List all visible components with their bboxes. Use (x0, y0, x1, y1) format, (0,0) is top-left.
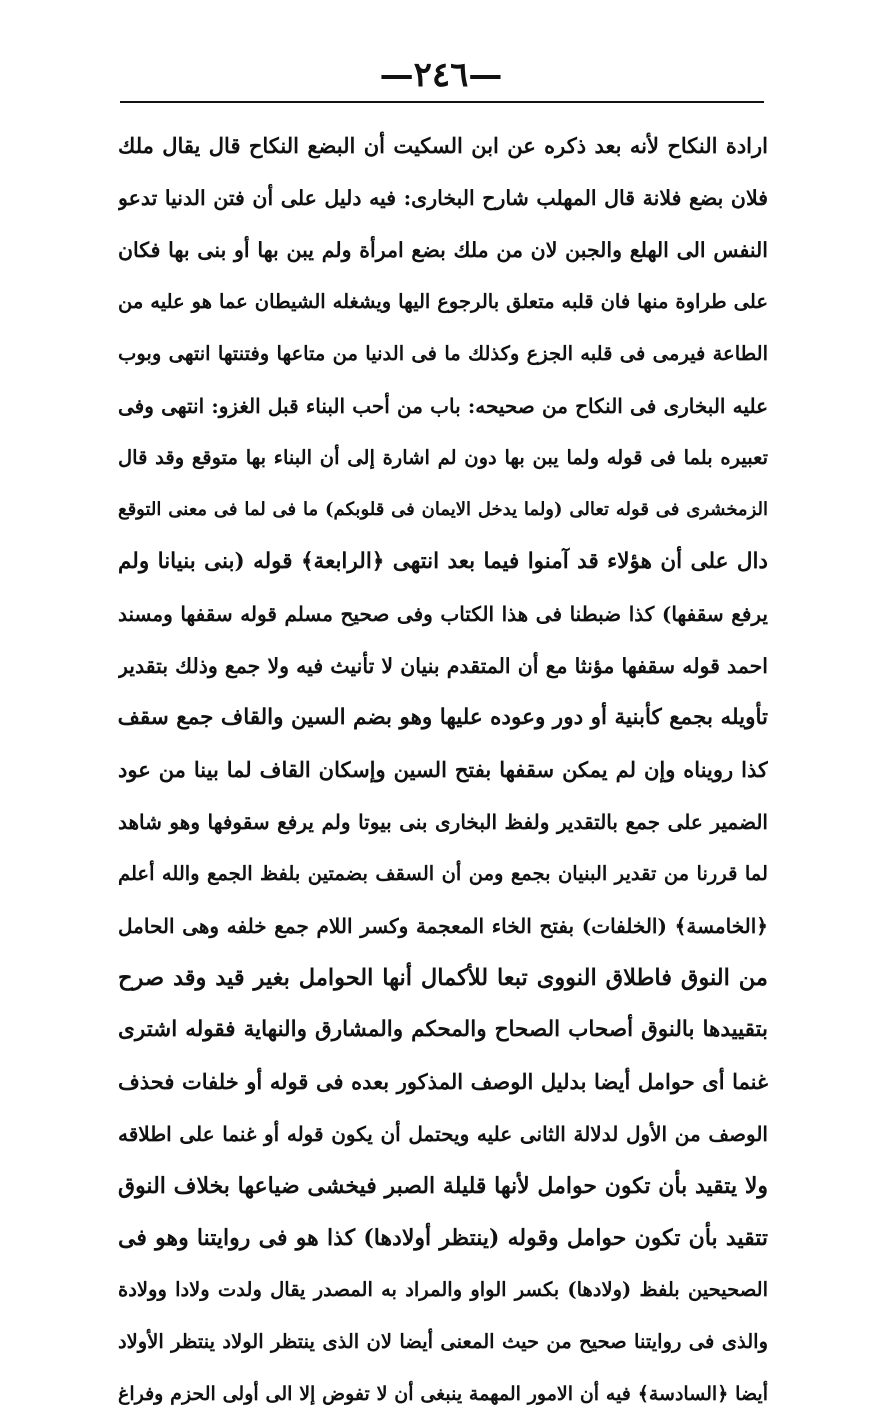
text-line: من النوق فاطلاق النووى تبعا للأكمال أنها الحوامل بغير قيد وقد صرح (118, 965, 768, 991)
text-line: ﴿الخامسة﴾ (الخلفات) بفتح الخاء المعجمة وكسر اللام جمع خلفه وهى الحامل (118, 914, 768, 938)
text-line: عليه البخارى فى النكاح من صحيحه: باب من أحب البناء قبل الغزو: انتهى وفى (118, 394, 768, 418)
text-line: تتقيد بأن تكون حوامل وقوله (ينتظر أولادها) كذا هو فى روايتنا وهو فى (118, 1225, 768, 1251)
text-line: فلان بضع فلانة قال المهلب شارح البخارى: فيه دليل على أن فتن الدنيا تدعو (118, 186, 768, 210)
text-line: والذى فى روايتنا صحيح من حيث المعنى أيضا لان الذى ينتظر الولاد ينتظر الأولاد (118, 1330, 768, 1353)
page-number: —٢٤٦— (379, 55, 503, 95)
text-line: الزمخشرى فى قوله تعالى (ولما يدخل الايمان فى قلوبكم) ما فى لما فى معنى التوقع (118, 499, 768, 520)
text-line: غنما أى حوامل أيضا بدليل الوصف المذكور بعده فى قوله أو خلفات فحذف (118, 1069, 768, 1094)
text-line: النفس الى الهلع والجبن لان من ملك بضع امرأة ولم يبن بها أو بنى بها فكان (118, 238, 768, 262)
text-line: تأويله بجمع كأبنية أو دور وعوده عليها وهو بضم السين والقاف جمع سقف (118, 705, 768, 730)
text-line: بتقييدها بالنوق أصحاب الصحاح والمحكم والمشارق والنهاية فقوله اشترى (118, 1017, 768, 1042)
text-line: يرفع سقفها) كذا ضبطنا فى هذا الكتاب وفى صحيح مسلم قوله سقفها ومسند (118, 602, 768, 626)
text-line: أيضا ﴿السادسة﴾ فيه أن الامور المهمة ينبغى أن لا تفوض إلا الى أولى الحزم وفراغ (118, 1383, 768, 1405)
text-line: ارادة النكاح لأنه بعد ذكره عن ابن السكيت أن البضع النكاح قال يقال ملك (118, 133, 768, 158)
text-line: الصحيحين بلفظ (ولادها) بكسر الواو والمراد به المصدر يقال ولدت ولادا وولادة (118, 1278, 768, 1301)
text-line: ولا يتقيد بأن تكون حوامل لأنها قليلة الصبر فيخشى ضياعها بخلاف النوق (118, 1173, 768, 1199)
text-line: الوصف من الأول لدلالة الثانى عليه ويحتمل أن يكون قوله أو غنما على اطلاقه (118, 1122, 768, 1146)
header-rule (120, 101, 764, 103)
text-line: الضمير على جمع بالتقدير ولفظ البخارى بنى بيوتا ولم يرفع سقوفها وهو شاهد (118, 810, 768, 834)
text-line: تعبيره بلما فى قوله ولما يبن بها دون لم اشارة إلى أن البناء بها متوقع وقد قال (118, 446, 768, 469)
text-line: كذا رويناه وإن لم يمكن سقفها بفتح السين وإسكان القاف لما بينا من عود (118, 757, 768, 782)
text-line: لما قررنا من تقدير البنيان بجمع ومن أن السقف بضمتين بلفظ الجمع والله أعلم (118, 862, 768, 885)
text-line: الطاعة فيرمى فى قلبه الجزع وكذلك ما فى الدنيا من متاعها وفتنتها انتهى وبوب (118, 342, 768, 365)
body-text (118, 120, 768, 1420)
text-line: على طراوة منها فان قلبه متعلق بالرجوع اليها ويشغله الشيطان عما هو عليه من (118, 290, 768, 313)
text-line: احمد قوله سقفها مؤنثا مع أن المتقدم بنيان لا تأنيث فيه ولا جمع وذلك بتقدير (118, 654, 768, 678)
text-line: دال على أن هؤلاء قد آمنوا فيما بعد انتهى ﴿الرابعة﴾ قوله (بنى بنيانا ولم (118, 549, 768, 574)
